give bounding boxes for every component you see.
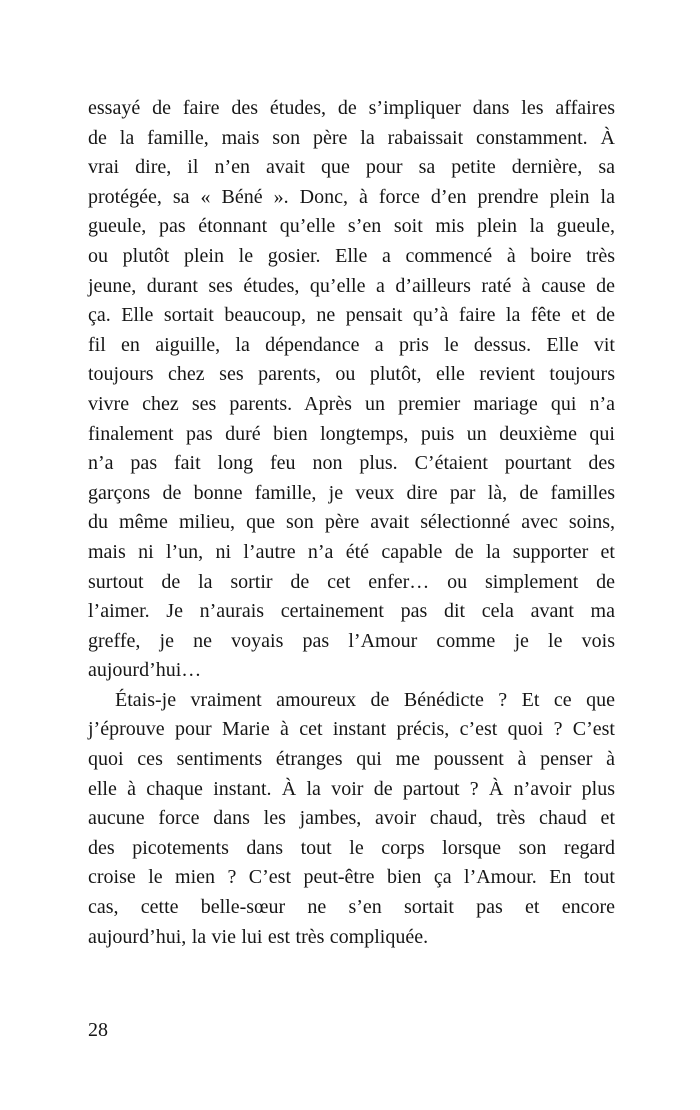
paragraph xyxy=(88,686,615,952)
text-line: surtout de la sortir de cet enfer… ou simplement de xyxy=(88,570,615,593)
text-line: essayé de faire des études, de s’impliquer dans les affaires xyxy=(88,97,615,119)
body-text xyxy=(88,94,615,952)
text-line: jeune, durant ses études, qu’elle a d’ailleurs raté à cause de xyxy=(88,274,615,297)
text-line: des picotements dans tout le corps lorsque son regard xyxy=(88,836,615,859)
text-line: gueule, pas étonnant qu’elle s’en soit mis plein la gueule, xyxy=(88,215,615,238)
text-line: Étais-je vraiment amoureux de Bénédicte ? Et ce que xyxy=(115,688,615,711)
page-number: 28 xyxy=(88,1019,108,1041)
text-line: greffe, je ne voyais pas l’Amour comme je le vois xyxy=(88,629,615,652)
text-line: de la famille, mais son père la rabaissait constamment. À xyxy=(88,126,615,149)
text-line: l’aimer. Je n’aurais certainement pas dit cela avant ma xyxy=(88,600,615,623)
text-line: quoi ces sentiments étranges qui me poussent à penser à xyxy=(88,748,615,771)
text-line: du même milieu, que son père avait sélectionné avec soins, xyxy=(88,511,615,534)
text-line: mais ni l’un, ni l’autre n’a été capable de la supporter et xyxy=(88,540,615,563)
text-line: fil en aiguille, la dépendance a pris le dessus. Elle vit xyxy=(88,333,615,356)
text-line: elle à chaque instant. À la voir de partout ? À n’avoir plus xyxy=(88,777,615,800)
text-line: aujourd’hui, la vie lui est très compliquée. xyxy=(88,925,429,948)
text-line: finalement pas duré bien longtemps, puis un deuxième qui xyxy=(88,422,615,445)
text-line: j’éprouve pour Marie à cet instant précis, c’est quoi ? C’est xyxy=(88,718,615,741)
text-line: toujours chez ses parents, ou plutôt, elle revient toujours xyxy=(88,363,615,386)
text-line: ça. Elle sortait beaucoup, ne pensait qu’à faire la fête et de xyxy=(88,304,615,327)
text-line: garçons de bonne famille, je veux dire par là, de familles xyxy=(88,481,615,504)
text-line: n’a pas fait long feu non plus. C’étaient pourtant des xyxy=(88,452,615,475)
text-line: vivre chez ses parents. Après un premier mariage qui n’a xyxy=(88,392,615,415)
text-line: cas, cette belle-sœur ne s’en sortait pas et encore xyxy=(88,896,615,919)
text-line: protégée, sa « Béné ». Donc, à force d’en prendre plein la xyxy=(88,185,615,208)
text-line: aucune force dans les jambes, avoir chaud, très chaud et xyxy=(88,807,615,830)
text-line: aujourd’hui… xyxy=(88,659,202,682)
paragraph xyxy=(88,94,615,686)
text-line: croise le mien ? C’est peut-être bien ça l’Amour. En tout xyxy=(88,866,615,889)
text-line: vrai dire, il n’en avait que pour sa petite dernière, sa xyxy=(88,156,615,179)
text-line: ou plutôt plein le gosier. Elle a commencé à boire très xyxy=(88,244,615,267)
